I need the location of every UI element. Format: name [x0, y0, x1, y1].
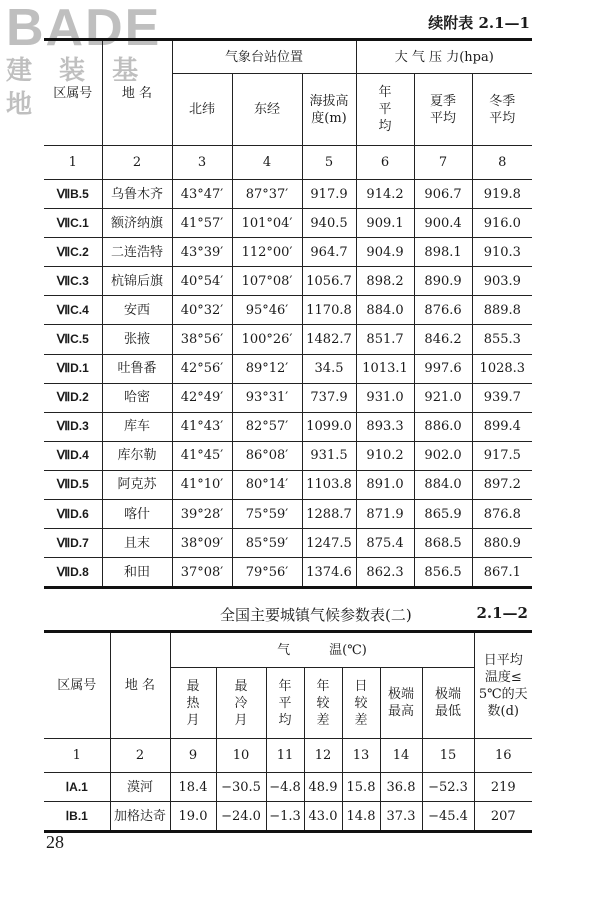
col-number: 15 [422, 739, 474, 773]
value-cell: 898.2 [356, 267, 414, 296]
value-cell: 891.0 [356, 470, 414, 499]
header-name: 地 名 [110, 632, 170, 739]
value-cell: 43°47′ [172, 180, 232, 209]
value-cell: 48.9 [304, 773, 342, 802]
value-cell: 1013.1 [356, 354, 414, 383]
value-cell: 1103.8 [302, 470, 356, 499]
value-cell: 1374.6 [302, 558, 356, 588]
header-daily-range: 日较差 [342, 668, 380, 739]
zone-cell: ⅦB.5 [44, 180, 102, 209]
value-cell: 43°39′ [172, 238, 232, 267]
value-cell: 867.1 [472, 558, 532, 588]
value-cell: 95°46′ [232, 296, 302, 325]
value-cell: 917.5 [472, 441, 532, 470]
zone-cell: ⅦD.2 [44, 383, 102, 412]
zone-cell: ⅦD.4 [44, 441, 102, 470]
name-cell: 额济纳旗 [102, 209, 172, 238]
value-cell: 42°49′ [172, 383, 232, 412]
col-number: 2 [110, 739, 170, 773]
zone-cell: ⅠB.1 [44, 802, 110, 832]
value-cell: 75°59′ [232, 500, 302, 529]
pressure-table [44, 38, 532, 589]
name-cell: 且末 [102, 529, 172, 558]
value-cell: 41°45′ [172, 441, 232, 470]
table-row [44, 238, 532, 267]
value-cell: 1028.3 [472, 354, 532, 383]
table-row [44, 354, 532, 383]
header-altitude: 海拔高度(m) [302, 74, 356, 146]
value-cell: 107°08′ [232, 267, 302, 296]
value-cell: −1.3 [266, 802, 304, 832]
value-cell: 38°09′ [172, 529, 232, 558]
header-extreme-low: 极端最低 [422, 668, 474, 739]
value-cell: 37.3 [380, 802, 422, 832]
table-row [44, 267, 532, 296]
name-cell: 吐鲁番 [102, 354, 172, 383]
value-cell: 42°56′ [172, 354, 232, 383]
value-cell: 18.4 [170, 773, 216, 802]
table-row [44, 529, 532, 558]
value-cell: 80°14′ [232, 470, 302, 499]
value-cell: 38°56′ [172, 325, 232, 354]
zone-cell: ⅦC.2 [44, 238, 102, 267]
header-lat: 北纬 [172, 74, 232, 146]
col-number: 9 [170, 739, 216, 773]
header-lon: 东经 [232, 74, 302, 146]
name-cell: 哈密 [102, 383, 172, 412]
column-number-row [44, 739, 532, 773]
table-row [44, 500, 532, 529]
zone-cell: ⅦC.3 [44, 267, 102, 296]
zone-cell: ⅠA.1 [44, 773, 110, 802]
value-cell: −30.5 [216, 773, 266, 802]
header-annual-range: 年较差 [304, 668, 342, 739]
col-number: 1 [44, 146, 102, 180]
value-cell: 884.0 [356, 296, 414, 325]
header-zone: 区属号 [44, 40, 102, 146]
value-cell: 86°08′ [232, 441, 302, 470]
zone-cell: ⅦD.7 [44, 529, 102, 558]
value-cell: 846.2 [414, 325, 472, 354]
header-winter: 冬季平均 [472, 74, 532, 146]
value-cell: 903.9 [472, 267, 532, 296]
value-cell: 906.7 [414, 180, 472, 209]
value-cell: 100°26′ [232, 325, 302, 354]
header-group-temp: 气 温(℃) [170, 632, 474, 668]
value-cell: 875.4 [356, 529, 414, 558]
value-cell: 898.1 [414, 238, 472, 267]
zone-cell: ⅦD.8 [44, 558, 102, 588]
header-group-location: 气象台站位置 [172, 40, 356, 74]
col-number: 5 [302, 146, 356, 180]
value-cell: 899.4 [472, 412, 532, 441]
name-cell: 库车 [102, 412, 172, 441]
name-cell: 库尔勒 [102, 441, 172, 470]
value-cell: 910.3 [472, 238, 532, 267]
zone-cell: ⅦD.3 [44, 412, 102, 441]
name-cell: 杭锦后旗 [102, 267, 172, 296]
temperature-table [44, 630, 532, 833]
zone-cell: ⅦD.1 [44, 354, 102, 383]
value-cell: 902.0 [414, 441, 472, 470]
value-cell: 1482.7 [302, 325, 356, 354]
value-cell: 865.9 [414, 500, 472, 529]
value-cell: 89°12′ [232, 354, 302, 383]
name-cell: 和田 [102, 558, 172, 588]
table-row [44, 180, 532, 209]
value-cell: 40°32′ [172, 296, 232, 325]
value-cell: −52.3 [422, 773, 474, 802]
col-number: 12 [304, 739, 342, 773]
table-row [44, 383, 532, 412]
name-cell: 漠河 [110, 773, 170, 802]
table-row [44, 325, 532, 354]
value-cell: 921.0 [414, 383, 472, 412]
header-annual: 年平均 [356, 74, 414, 146]
name-cell: 二连浩特 [102, 238, 172, 267]
header-hottest: 最热月 [170, 668, 216, 739]
value-cell: 87°37′ [232, 180, 302, 209]
col-number: 4 [232, 146, 302, 180]
value-cell: 909.1 [356, 209, 414, 238]
value-cell: 41°10′ [172, 470, 232, 499]
table-row [44, 412, 532, 441]
col-number: 10 [216, 739, 266, 773]
table-row [44, 470, 532, 499]
value-cell: 910.2 [356, 441, 414, 470]
col-number: 1 [44, 739, 110, 773]
name-cell: 张掖 [102, 325, 172, 354]
col-number: 11 [266, 739, 304, 773]
col-number: 3 [172, 146, 232, 180]
value-cell: 737.9 [302, 383, 356, 412]
name-cell: 喀什 [102, 500, 172, 529]
value-cell: 871.9 [356, 500, 414, 529]
header-extreme-high: 极端最高 [380, 668, 422, 739]
value-cell: 1170.8 [302, 296, 356, 325]
value-cell: 15.8 [342, 773, 380, 802]
value-cell: 85°59′ [232, 529, 302, 558]
value-cell: 1288.7 [302, 500, 356, 529]
value-cell: 884.0 [414, 470, 472, 499]
name-cell: 加格达奇 [110, 802, 170, 832]
watermark-subtitle: 建 装 基 地 [6, 56, 148, 120]
table-row [44, 773, 532, 802]
value-cell: 931.0 [356, 383, 414, 412]
page-number: 28 [46, 832, 64, 852]
value-cell: 112°00′ [232, 238, 302, 267]
value-cell: 79°56′ [232, 558, 302, 588]
value-cell: −24.0 [216, 802, 266, 832]
table2-number: 2.1—2 [476, 604, 528, 622]
value-cell: 886.0 [414, 412, 472, 441]
value-cell: 862.3 [356, 558, 414, 588]
value-cell: 37°08′ [172, 558, 232, 588]
value-cell: 964.7 [302, 238, 356, 267]
name-cell: 阿克苏 [102, 470, 172, 499]
value-cell: 900.4 [414, 209, 472, 238]
zone-cell: ⅦC.4 [44, 296, 102, 325]
table-row [44, 296, 532, 325]
zone-cell: ⅦC.5 [44, 325, 102, 354]
zone-cell: ⅦD.6 [44, 500, 102, 529]
value-cell: −45.4 [422, 802, 474, 832]
col-number: 8 [472, 146, 532, 180]
value-cell: 82°57′ [232, 412, 302, 441]
table-row [44, 558, 532, 588]
value-cell: 940.5 [302, 209, 356, 238]
table2-title: 全国主要城镇气候参数表(二) [220, 606, 412, 624]
value-cell: 219 [474, 773, 532, 802]
value-cell: 897.2 [472, 470, 532, 499]
value-cell: 856.5 [414, 558, 472, 588]
name-cell: 乌鲁木齐 [102, 180, 172, 209]
value-cell: 36.8 [380, 773, 422, 802]
value-cell: 916.0 [472, 209, 532, 238]
table1-caption: 续附表 2.1—1 [428, 14, 530, 32]
value-cell: 40°54′ [172, 267, 232, 296]
value-cell: 207 [474, 802, 532, 832]
value-cell: 868.5 [414, 529, 472, 558]
value-cell: 997.6 [414, 354, 472, 383]
value-cell: 1099.0 [302, 412, 356, 441]
header-annual: 年平均 [266, 668, 304, 739]
table-row [44, 802, 532, 832]
value-cell: 41°57′ [172, 209, 232, 238]
value-cell: 880.9 [472, 529, 532, 558]
col-number: 14 [380, 739, 422, 773]
value-cell: 876.8 [472, 500, 532, 529]
name-cell: 安西 [102, 296, 172, 325]
zone-cell: ⅦD.5 [44, 470, 102, 499]
value-cell: 41°43′ [172, 412, 232, 441]
value-cell: 1247.5 [302, 529, 356, 558]
header-name: 地 名 [102, 40, 172, 146]
column-number-row [44, 146, 532, 180]
value-cell: 855.3 [472, 325, 532, 354]
value-cell: 19.0 [170, 802, 216, 832]
value-cell: 34.5 [302, 354, 356, 383]
value-cell: 43.0 [304, 802, 342, 832]
col-number: 16 [474, 739, 532, 773]
value-cell: 904.9 [356, 238, 414, 267]
value-cell: 890.9 [414, 267, 472, 296]
col-number: 6 [356, 146, 414, 180]
watermark-brand: BADE [6, 0, 162, 57]
table-row [44, 209, 532, 238]
col-number: 13 [342, 739, 380, 773]
value-cell: 919.8 [472, 180, 532, 209]
col-number: 7 [414, 146, 472, 180]
value-cell: 93°31′ [232, 383, 302, 412]
value-cell: 14.8 [342, 802, 380, 832]
header-zone: 区属号 [44, 632, 110, 739]
value-cell: 889.8 [472, 296, 532, 325]
table-row [44, 441, 532, 470]
value-cell: 917.9 [302, 180, 356, 209]
header-group-pressure: 大 气 压 力(hpa) [356, 40, 532, 74]
value-cell: 101°04′ [232, 209, 302, 238]
zone-cell: ⅦC.1 [44, 209, 102, 238]
header-summer: 夏季平均 [414, 74, 472, 146]
value-cell: 914.2 [356, 180, 414, 209]
header-coldest: 最冷月 [216, 668, 266, 739]
value-cell: 876.6 [414, 296, 472, 325]
value-cell: 851.7 [356, 325, 414, 354]
col-number: 2 [102, 146, 172, 180]
value-cell: 39°28′ [172, 500, 232, 529]
header-days: 日平均温度≤5℃的天数(d) [474, 632, 532, 739]
value-cell: 893.3 [356, 412, 414, 441]
value-cell: 939.7 [472, 383, 532, 412]
value-cell: 1056.7 [302, 267, 356, 296]
value-cell: −4.8 [266, 773, 304, 802]
value-cell: 931.5 [302, 441, 356, 470]
